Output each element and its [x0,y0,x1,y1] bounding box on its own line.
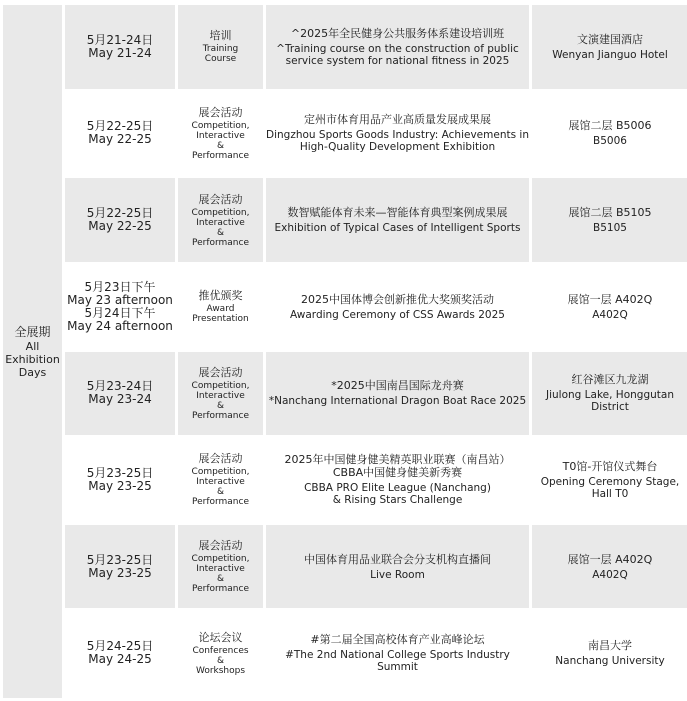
date-text: May 23-25 [88,478,152,493]
type-en-line: Performance [191,584,250,595]
type-zh: 培训 [209,29,232,43]
event-zh: 定州市体育用品产业高质量发展成果展 [304,113,491,127]
type-cell [178,92,263,179]
event-en-line: #The 2nd National College Sports Industry Summit [285,649,510,674]
venue-cell [532,178,687,265]
date-text: May 23-24 [88,392,152,407]
type-en-line: Performance [191,497,250,508]
event-zh: 数智赋能体育未来—智能体育典型案例成果展 [287,206,508,220]
date-text: 5月22-25日 [86,206,154,221]
period-zh: 全展期 [14,324,51,339]
type-en-line: Training [202,44,239,55]
event-en [276,43,519,67]
type-cell [178,265,263,352]
date-cell [65,352,175,439]
type-en-line: & [216,227,225,238]
venue-zh: 展馆一层 A402Q [567,552,653,566]
venue-cell [532,92,687,179]
date-text: 5月24-25日 [86,639,154,654]
type-en-line: Performance [191,410,250,421]
venue-en-line: Opening Ceremony Stage, [540,475,680,488]
date-text: 5月23-25日 [86,552,154,567]
event-cell [266,265,529,352]
event-en-line: High-Quality Development Exhibition [299,141,496,154]
venue-cell [532,265,687,352]
type-cell [178,438,263,525]
venue-en-line: Nanchang University [555,655,665,668]
type-en-line: & [216,655,225,666]
type-en-line: Performance [191,150,250,161]
venue-zh: 红谷滩区九龙湖 [571,373,649,387]
type-en-line: Performance [191,237,250,248]
date-cell [65,5,175,92]
type-en [192,208,250,248]
period-en-3: Days [18,365,47,379]
venue-en-line: Hall T0 [591,487,629,500]
event-en-line: Live Room [370,568,425,581]
type-en [203,44,239,64]
venue-cell [532,5,687,92]
date-text: 5月22-25日 [86,119,154,134]
venue-zh: 展馆二层 B5006 [568,119,652,133]
venue-en-line: A402Q [592,308,628,321]
event-zh: 中国体育用品业联合会分支机构直播间 [304,552,491,566]
venue-cell [532,525,687,612]
event-en-line: Exhibition of Typical Cases of Intelligent Sports [274,222,521,235]
venue-zh: 文演建国酒店 [577,32,643,46]
type-zh: 展会活动 [198,539,243,553]
event-en-line: Awarding Ceremony of CSS Awards 2025 [290,308,505,321]
type-en-line: Award [206,304,235,315]
event-en [275,222,521,234]
date-cell [65,178,175,265]
venue-zh: 展馆二层 B5105 [568,206,652,220]
type-zh: 推优颁奖 [198,289,243,303]
event-zh: 2025中国体博会创新推优大奖颁奖活动 [301,292,494,306]
type-cell [178,5,263,92]
venue-en [593,135,627,147]
venue-en-line: Wenyan Jianguo Hotel [552,48,668,61]
type-en-line: Interactive [196,477,245,488]
type-en-line: Interactive [196,217,245,228]
date-cell [65,525,175,612]
date-text: 5月23日下午 [84,279,156,294]
type-en [192,121,250,161]
date-cell [65,92,175,179]
venue-cell [532,438,687,525]
type-en-line: & [216,400,225,411]
event-cell [266,5,529,92]
type-en-line: & [216,487,225,498]
type-en-line: Competition, [191,380,250,391]
period-cell [3,5,62,698]
period-en-2: Exhibition [5,352,60,366]
event-en-line: service system for national fitness in 2025 [285,54,510,67]
date-text: 5月23-25日 [86,465,154,480]
type-en-line: Competition, [191,467,250,478]
date-text: May 24-25 [88,652,152,667]
date-cell [65,265,175,352]
type-cell [178,611,263,698]
event-cell [266,611,529,698]
venue-en-line: B5006 [593,135,627,148]
venue-zh: 展馆一层 A402Q [567,292,653,306]
event-en-line: *Nanchang International Dragon Boat Race 2025 [268,395,527,408]
type-zh: 论坛会议 [198,630,243,644]
event-zh-2: CBBA中国健身健美新秀赛 [332,466,463,480]
type-en-line: Competition, [191,554,250,565]
date-text: 5月23-24日 [86,379,154,394]
event-en-line: CBBA PRO Elite League (Nanchang) [304,482,491,495]
event-en [290,309,505,321]
venue-en [552,49,668,61]
venue-en [593,222,627,234]
event-cell [266,438,529,525]
event-cell [266,178,529,265]
type-zh: 展会活动 [198,365,243,379]
type-cell [178,178,263,265]
venue-en-line: A402Q [592,568,628,581]
date-text: May 21-24 [88,45,152,60]
event-en [370,569,425,581]
type-zh: 展会活动 [198,105,243,119]
event-cell [266,92,529,179]
type-en-line: Presentation [192,314,249,325]
date-text: 5月24日下午 [84,305,156,320]
venue-en [532,389,687,413]
event-cell [266,525,529,612]
type-en-line: & [216,140,225,151]
type-zh: 展会活动 [198,452,243,466]
venue-en [541,476,680,500]
event-en-line: Dingzhou Sports Goods Industry: Achievements in [266,129,529,142]
venue-cell [532,611,687,698]
venue-en-line: B5105 [593,222,627,235]
type-cell [178,352,263,439]
date-text: May 23 afternoon [67,292,173,307]
venue-zh: 南昌大学 [588,639,632,653]
event-en [304,482,491,506]
period-en-1: All [25,339,40,353]
type-en-line: Interactive [196,564,245,575]
type-cell [178,525,263,612]
type-zh: 展会活动 [198,192,243,206]
date-text: May 24 afternoon [67,318,173,333]
type-en-line: Interactive [196,390,245,401]
event-en [266,129,529,153]
type-en-line: Competition, [191,207,250,218]
type-en-line: Competition, [191,120,250,131]
event-en-line: & Rising Stars Challenge [332,494,463,507]
venue-zh: T0馆-开馆仪式舞台 [562,459,658,473]
date-cell [65,438,175,525]
type-en-line: Workshops [195,665,246,676]
event-en [266,649,529,673]
type-en [192,646,248,676]
type-en [192,467,250,507]
venue-en-line: Jiulong Lake, Honggutan District [546,389,674,414]
venue-cell [532,352,687,439]
date-text: 5月21-24日 [86,32,154,47]
date-text: May 22-25 [88,219,152,234]
type-en-line: Conferences [192,645,249,656]
type-en [192,554,250,594]
event-zh: ^2025年全民健身公共服务体系建设培训班 [290,26,505,40]
type-en [192,381,250,421]
date-text: May 22-25 [88,132,152,147]
venue-en [555,655,664,667]
event-en-line: ^Training course on the construction of public [276,42,519,55]
event-zh: #第二届全国高校体育产业高峰论坛 [310,633,485,647]
event-zh: 2025年中国健身健美精英职业联赛（南昌站） [284,453,511,467]
date-cell [65,611,175,698]
type-en-line: & [216,574,225,585]
venue-en [592,569,628,581]
type-en [192,304,249,324]
date-text: May 23-25 [88,565,152,580]
type-en-line: Course [204,54,237,65]
type-en-line: Interactive [196,130,245,141]
venue-en [592,309,628,321]
event-cell [266,352,529,439]
event-en [269,395,526,407]
event-zh: *2025中国南昌国际龙舟赛 [331,379,464,393]
